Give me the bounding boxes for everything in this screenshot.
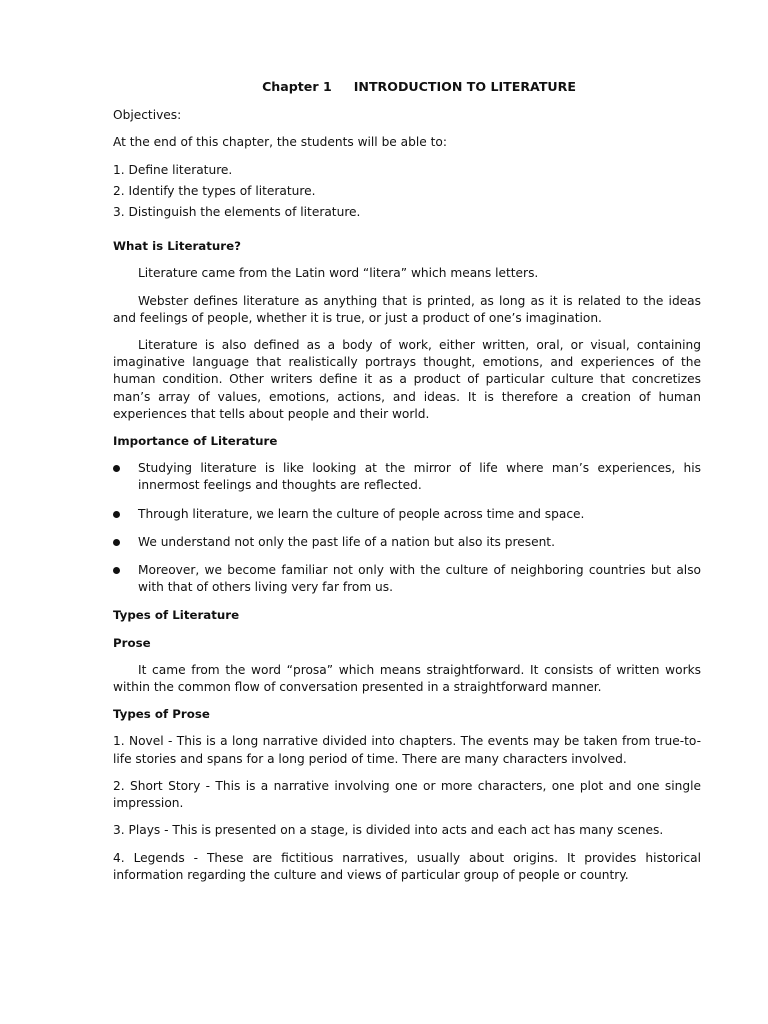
list-item — [113, 562, 701, 596]
list-item — [113, 506, 701, 523]
chapter-name: INTRODUCTION TO LITERATURE — [353, 79, 576, 94]
objective-item: 1. Define literature. — [113, 162, 233, 177]
bullet-icon — [113, 511, 120, 518]
objective-item: 2. Identify the types of literature. — [113, 183, 316, 198]
section-heading-what-is-literature: What is Literature? — [113, 239, 241, 254]
paragraph: Webster defines literature as anything that is printed, as long as it is related to the ideas and feelings of people, whether it is true, or just a product of one’s imagination. — [113, 293, 701, 325]
list-item-text: Through literature, we learn the culture of people across time and space. — [138, 506, 585, 521]
paragraph: It came from the word “prosa” which means straightforward. It consists of written works within the common flow of conversation presented in a straightforward manner. — [113, 662, 701, 695]
section-heading-importance: Importance of Literature — [113, 434, 278, 449]
paragraph: Literature came from the Latin word “litera” which means letters. — [138, 266, 539, 281]
chapter-number: Chapter 1 — [262, 79, 332, 94]
bullet-icon — [113, 465, 120, 472]
objectives-intro: At the end of this chapter, the students will be able to: — [113, 135, 447, 150]
section-heading-types-of-literature: Types of Literature — [113, 608, 240, 623]
objectives-list — [113, 162, 701, 222]
list-item-text: Moreover, we become familiar not only with the culture of neighboring countries but also with that of others living very far from us. — [138, 563, 701, 595]
list-item — [113, 534, 701, 551]
prose-type-item: 2. Short Story - This is a narrative involving one or more characters, one plot and one single impression. — [113, 778, 701, 811]
prose-type-item: 4. Legends - These are fictitious narratives, usually about origins. It provides historical information regarding the culture and views of particular group of people or country. — [113, 850, 701, 882]
section-heading-prose: Prose — [113, 635, 151, 650]
paragraph: Literature is also defined as a body of work, either written, oral, or visual, containing imaginative language that realistically portrays thought, emotions, and experiences of the human condition. Other writers define it as a product of particular culture that concretizes man’s array of values, emotions, actions, and ideas. It is therefore a creation of human experiences that tells about people and their world. — [113, 338, 701, 421]
prose-type-item: 3. Plays - This is presented on a stage, is divided into acts and each act has many scenes. — [113, 823, 664, 838]
prose-type-item: 1. Novel - This is a long narrative divided into chapters. The events may be taken from true-to-life stories and spans for a long period of time. There are many characters involved. — [113, 734, 701, 766]
list-item-text: Studying literature is like looking at the mirror of life where man’s experiences, his innermost feelings and thoughts are reflected. — [138, 461, 701, 493]
chapter-title — [113, 78, 701, 95]
objectives-label: Objectives: — [113, 108, 182, 123]
objective-item: 3. Distinguish the elements of literature. — [113, 205, 361, 220]
document-page — [113, 78, 701, 894]
list-item — [113, 460, 701, 494]
section-heading-types-of-prose: Types of Prose — [113, 707, 210, 722]
bullet-icon — [113, 567, 120, 574]
list-item-text: We understand not only the past life of a nation but also its present. — [138, 534, 555, 549]
importance-list — [113, 460, 701, 596]
bullet-icon — [113, 539, 120, 546]
